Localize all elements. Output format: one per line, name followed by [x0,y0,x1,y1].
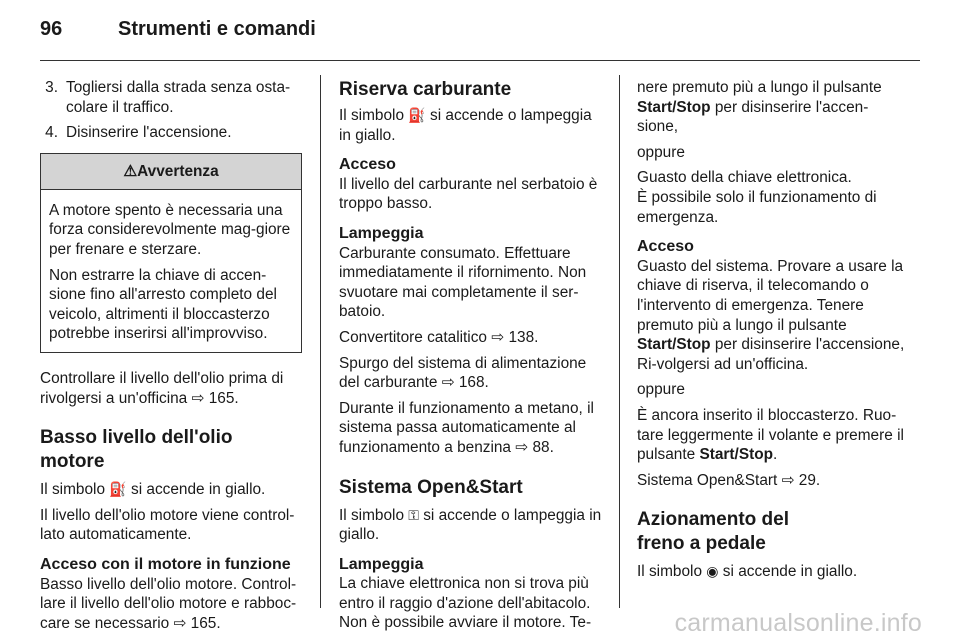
subheading-on: Acceso [339,156,396,174]
key-fault-text: Guasto della chiave elettronica. È possibile solo il funzionamento di emergenza. [637,169,877,226]
subheading-engine-running: Acceso con il motore in funzione [40,555,291,573]
key-signal-icon: ⚿ [408,506,419,523]
cng-text: Durante il funzionamento a metano, il sistema passa automaticamente al funzionamento a benzina ⇨ 88. [339,399,594,456]
brake-pedal-icon: ◉ [706,563,719,580]
subheading-on: Acceso [637,238,694,256]
page-number: 96 [40,18,63,40]
column-2 [339,78,603,639]
fuel-pump-icon: ⛽ [408,107,426,123]
column-1 [40,78,302,639]
page-ref-arrow-icon: ⇨ [781,471,795,489]
page-ref-arrow-icon: ⇨ [191,389,205,407]
steering-lock-text: È ancora inserito il bloccasterzo. Ruo-tare leggermente il volante e premere il pulsante Start/Stop. [637,406,904,464]
section-heading-low-oil: Basso livello dell'olio motore [40,427,233,473]
column-3 [637,78,905,588]
oil-can-icon: ⛽ [109,481,127,498]
page-header [40,18,316,48]
section-heading-openstart: Sistema Open&Start [339,476,523,498]
continuation-text: nere premuto più a lungo il pulsante Start/Stop per disinserire l'accen-sione, [637,79,882,136]
oppure-text: oppure [637,381,685,399]
column-divider-2 [619,75,620,608]
oppure-text: oppure [637,143,685,161]
warning-text: Non estrarre la chiave di accen-sione fino all'arresto completo del veicolo, altrimenti il bloccasterzo potrebbe inserirsi all'improvviso. [49,266,277,343]
page-ref-arrow-icon: ⇨ [173,614,187,632]
subheading-blink: Lampeggia [339,555,424,573]
section-heading-brake: Azionamento del freno a pedale [637,509,790,555]
list-item: 4. Disinserire l'accensione. [45,124,232,142]
oil-symbol-text: Il simbolo ⛽ si accende in giallo. [40,481,266,499]
page-title: Strumenti e comandi [118,18,316,40]
oil-low-text: Basso livello dell'olio motore. Control-lare il livello dell'olio motore e rabboc-care se necessario ⇨ 165. [40,575,297,632]
warning-box [40,153,302,353]
page-ref-arrow-icon: ⇨ [515,438,529,456]
openstart-ref-text: Sistema Open&Start ⇨ 29. [637,471,821,489]
page-ref-arrow-icon: ⇨ [441,374,455,392]
openstart-blink-text: La chiave elettronica non si trova più entro il raggio d'azione dell'abitacolo. Non è possibile avviare il motore. Te- [339,575,592,632]
fuel-blink-text: Carburante consumato. Effettuare immediatamente il rifornimento. Non svuotare mai completamente il ser-batoio. [339,244,587,321]
warning-header [41,154,301,190]
catalytic-ref-text: Convertitore catalitico ⇨ 138. [339,328,539,346]
watermark: carmanualsonline.info [674,609,922,637]
header-divider [40,60,920,61]
warning-text: A motore spento è necessaria una forza considerevolmente mag-giore per frenare e sterzare. [49,201,291,258]
oil-level-text: Il livello dell'olio motore viene control-lato automaticamente. [40,506,295,544]
list-item: 3. Togliersi dalla strada senza osta-colare il traffico. [45,79,291,116]
oil-check-text: Controllare il livello dell'olio prima di rivolgersi a un'officina ⇨ 165. [40,369,284,407]
fuel-on-text: Il livello del carburante nel serbatoio è troppo basso. [339,175,598,213]
system-fault-text: Guasto del sistema. Provare a usare la chiave di riserva, il telecomando o l'intervento di emergenza. Tenere premuto più a lungo il pulsante Start/Stop per disinserire l'accensione, Ri-volgersi ad un'officina. [637,257,905,373]
purge-ref-text: Spurgo del sistema di alimentazione del carburante ⇨ 168. [339,354,587,392]
column-divider-1 [320,75,321,608]
section-heading-fuel: Riserva carburante [339,79,512,100]
brake-symbol-text: Il simbolo ◉ si accende in giallo. [637,563,858,581]
warning-triangle-icon: ⚠ [123,162,138,180]
subheading-blink: Lampeggia [339,224,424,242]
warning-title: Avvertenza [137,162,219,180]
fuel-symbol-text: Il simbolo ⛽ si accende o lampeggia in giallo. [339,107,592,144]
openstart-symbol-text: Il simbolo ⚿ si accende o lampeggia in giallo. [339,506,602,544]
page-ref-arrow-icon: ⇨ [491,328,505,346]
